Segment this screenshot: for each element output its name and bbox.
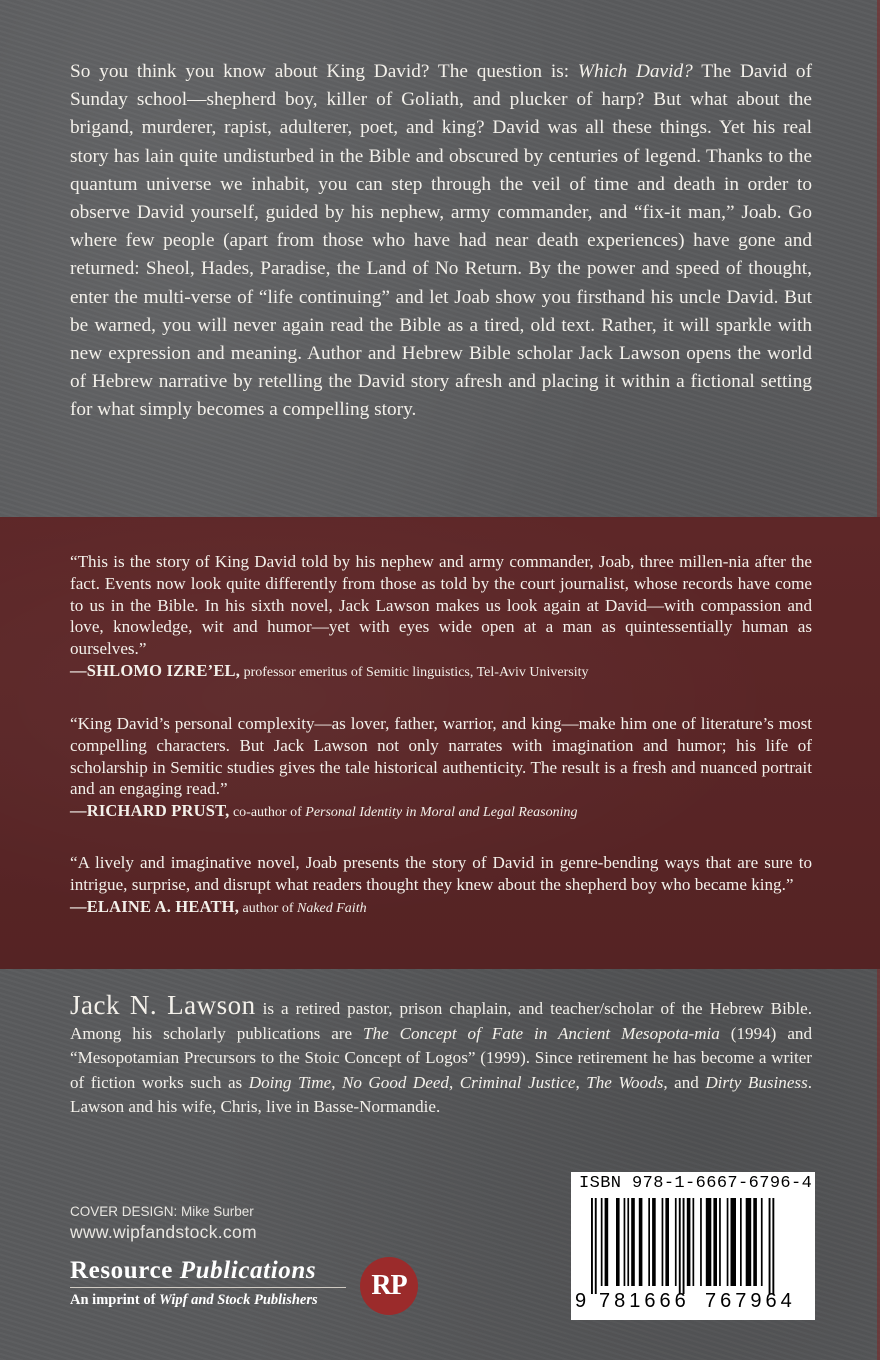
barcode-bars <box>575 1198 811 1294</box>
bio-text: (1994) and “Mesopotamian Precursors to the Stoic Concept of Logos” (1999). Since retirement he has become a writer of fiction works such as <box>70 1023 812 1092</box>
cover-design-credit <box>70 1204 254 1219</box>
barcode-guard <box>679 1198 681 1294</box>
endorsement-3 <box>70 852 812 920</box>
bio-title: No Good Deed <box>341 1072 449 1092</box>
endorser-name: —ELAINE A. HEATH, <box>70 896 240 916</box>
barcode-bar <box>727 1198 729 1286</box>
bio-title: The Concept of Fate in Ancient Mesopota-mia <box>363 1023 720 1043</box>
barcode-bar <box>761 1198 763 1286</box>
bio-title: Dirty Business <box>705 1072 808 1092</box>
blurb-text-1: So you think you know about King David? The question is: <box>70 61 578 82</box>
publisher-name-regular: Resource <box>70 1257 180 1284</box>
barcode-guard <box>683 1198 685 1294</box>
blurb-italic: Which David? <box>577 61 693 82</box>
barcode-bar <box>746 1198 752 1286</box>
barcode-bar <box>693 1198 695 1286</box>
barcode-bar <box>631 1198 635 1286</box>
bio-text: , <box>331 1072 342 1092</box>
endorser-work: Naked Faith <box>296 900 367 916</box>
barcode-bar <box>665 1198 669 1286</box>
barcode-bar <box>648 1198 650 1286</box>
publisher-name-italic: Publications <box>179 1257 317 1284</box>
author-name: Jack N. Lawson <box>70 990 256 1020</box>
barcode-bar <box>700 1198 702 1286</box>
endorsement-attribution <box>70 800 812 824</box>
barcode-bar <box>706 1198 712 1286</box>
cover-design-label: COVER DESIGN: <box>70 1204 178 1219</box>
imprint-prefix: An imprint of <box>70 1292 160 1308</box>
ean-left-digits: 781666 <box>599 1290 690 1312</box>
barcode-guard <box>772 1198 774 1294</box>
endorser-name: —RICHARD PRUST, <box>70 801 230 821</box>
endorsement-attribution <box>70 896 812 920</box>
barcode-bar <box>740 1198 742 1286</box>
bio-title: Doing Time <box>248 1072 332 1092</box>
ean-right-digits: 767964 <box>705 1290 796 1312</box>
barcode-bar <box>753 1198 757 1286</box>
endorser-role: author of <box>239 900 297 916</box>
barcode-bar <box>601 1198 603 1286</box>
barcode-bar <box>731 1198 737 1286</box>
endorsement-quote: “King David’s personal complexity—as lover, father, warrior, and king—make him one of literature’s most compelling characters. But Jack Lawson not only narrates with imagination and humor; his life of scholarship in Semitic studies gives the tale historical authenticity. The result is a fresh and nuanced portrait and an engaging read.” <box>70 714 812 799</box>
isbn-label: ISBN 978-1-6667-6796-4 <box>579 1174 813 1193</box>
publisher-name <box>70 1257 316 1285</box>
barcode-bar <box>719 1198 721 1286</box>
bio-text: , and <box>663 1072 706 1092</box>
barcode-bar <box>713 1198 717 1286</box>
imprint-publisher: Wipf and Stock Publishers <box>159 1292 318 1308</box>
cover-designer-name: Mike Surber <box>177 1204 254 1219</box>
imprint-line <box>70 1292 318 1309</box>
barcode-guard <box>591 1198 593 1294</box>
publisher-divider <box>70 1287 346 1288</box>
barcode-guard <box>769 1198 771 1294</box>
endorsement-quote: “This is the story of King David told by his nephew and army commander, Joab, three millen-nia after the fact. Events now look quite differently from those as told by the court journalist, whose records have come to us in the Bible. In his sixth novel, Jack Lawson makes us look again at David—with compassion and love, knowledge, wit and humor—yet with eyes wide open at a man as quintessentially human as ourselves.” <box>70 552 812 659</box>
bio-text: , <box>575 1072 587 1092</box>
barcode-bar <box>627 1198 629 1286</box>
rp-logo-icon: RP <box>360 1257 418 1315</box>
endorser-role: co-author of <box>229 805 306 821</box>
book-blurb <box>70 58 812 425</box>
bio-text: is a retired pastor, prison chaplain, and teacher/scholar of the Hebrew Bible. Among his scholarly publications are <box>70 999 812 1043</box>
bio-text: , <box>448 1072 460 1092</box>
endorsement-2 <box>70 713 812 824</box>
endorser-role: professor emeritus of Semitic linguistics, Tel-Aviv University <box>240 664 589 680</box>
endorsement-1 <box>70 551 812 684</box>
blurb-text-2: The David of Sunday school—shepherd boy, killer of Goliath, and plucker of harp? But what about the brigand, murderer, rapist, adulterer, poet, and king? David was all these things. Yet his real story has lain quite undisturbed in the Bible and obscured by centuries of legend. Thanks to the quantum universe we inhabit, you can step through the veil of time and death in order to observe David yourself, guided by his nephew, army commander, and “fix-it man,” Joab. Go where few people (apart from those who have had near death experiences) have gone and returned: Sheol, Hades, Paradise, the Land of No Return. By the power and speed of thought, enter the multi-verse of “life continuing” and let Joab show you firsthand his uncle David. But be warned, you will never again read the Bible as a tired, old text. Rather, it will sparkle with new expression and meaning. Author and Hebrew Bible scholar Jack Lawson opens the world of Hebrew narrative by retelling the David story afresh and placing it within a fictional setting for what simply becomes a compelling story. <box>70 61 812 421</box>
author-bio <box>70 990 813 1120</box>
endorsement-quote: “A lively and imaginative novel, Joab presents the story of David in genre-bending ways that are sure to intrigue, surprise, and disrupt what readers thought they knew about the shepherd boy who became king.” <box>70 853 812 894</box>
isbn-barcode <box>571 1172 815 1320</box>
barcode-bar <box>624 1198 626 1286</box>
barcode-bar <box>616 1198 620 1286</box>
endorser-name: —SHLOMO IZRE’EL, <box>70 660 241 680</box>
barcode-guard <box>595 1198 597 1294</box>
barcode-bar <box>605 1198 609 1286</box>
endorser-work: Personal Identity in Moral and Legal Reasoning <box>305 805 578 821</box>
bio-text: . Lawson and his wife, Chris, live in Basse-Normandie. <box>70 1072 813 1117</box>
barcode-bar <box>662 1198 664 1286</box>
barcode-bar <box>652 1198 656 1286</box>
barcode-bar <box>687 1198 691 1286</box>
ean-lead-digit: 9 <box>575 1290 587 1312</box>
publisher-website[interactable]: www.wipfandstock.com <box>70 1222 257 1242</box>
endorsement-attribution <box>70 660 812 684</box>
bio-title: The Woods <box>586 1072 664 1092</box>
barcode-bar <box>675 1198 677 1286</box>
barcode-bar <box>639 1198 643 1286</box>
bio-title: Criminal Justice <box>459 1072 576 1092</box>
